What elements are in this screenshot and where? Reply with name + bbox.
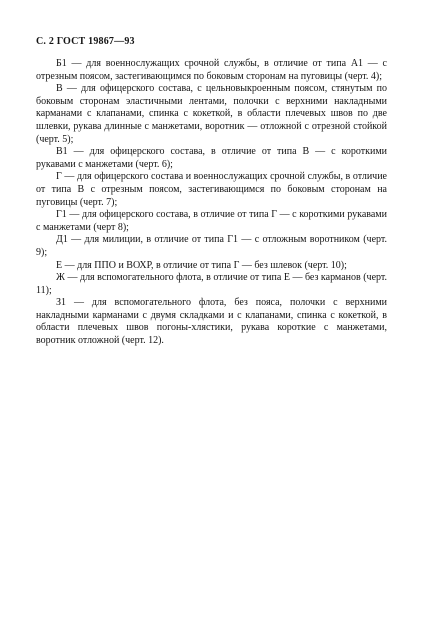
paragraph-d1: Д1 — для милиции, в отличие от типа Г1 — с отложным воротником (черт. 9); xyxy=(36,234,387,258)
paragraph-v: В — для офицерского состава, с цельновыкроенным поясом, стянутым по боковым сторонам эластичными лентами, полочки с верхними накладными карманами с клапанами, спинка с кокеткой, в области плечевых швов по две шлевки, рукава длинные с манжетами, воротник — отложной с отрезной стойкой (черт. 5); xyxy=(36,83,387,145)
paragraph-zh: Ж — для вспомогательного флота, в отличие от типа Е — без карманов (черт. 11); xyxy=(36,272,387,296)
paragraph-g: Г — для офицерского состава и военнослужащих срочной службы, в отличие от типа В с отрезным поясом, застегивающимся по боковым сторонам на пуговицы (черт. 7); xyxy=(36,171,387,208)
paragraph-b1: Б1 — для военнослужащих срочной службы, в отличие от типа А1 — с отрезным поясом, застегивающимся по боковым сторонам на пуговицы (черт. 4); xyxy=(36,58,387,82)
document-body xyxy=(36,58,387,348)
paragraph-e: Е — для ППО и ВОХР, в отличие от типа Г — без шлевок (черт. 10); xyxy=(56,259,347,271)
page-header: С. 2 ГОСТ 19867—93 xyxy=(36,36,135,47)
paragraph-z1: З1 — для вспомогательного флота, без пояса, полочки с верхними накладными карманами с двумя складками и с клапанами, спинка с кокеткой, в области плечевых швов погоны-хлястики, рукава короткие с манжетами, воротник отложной (черт. 12). xyxy=(36,297,387,347)
paragraph-v1: В1 — для офицерского состава, в отличие от типа В — с короткими рукавами с манжетами (черт. 6); xyxy=(36,146,387,170)
paragraph-g1: Г1 — для офицерского состава, в отличие от типа Г — с короткими рукавами с манжетами (черт 8); xyxy=(36,209,387,233)
